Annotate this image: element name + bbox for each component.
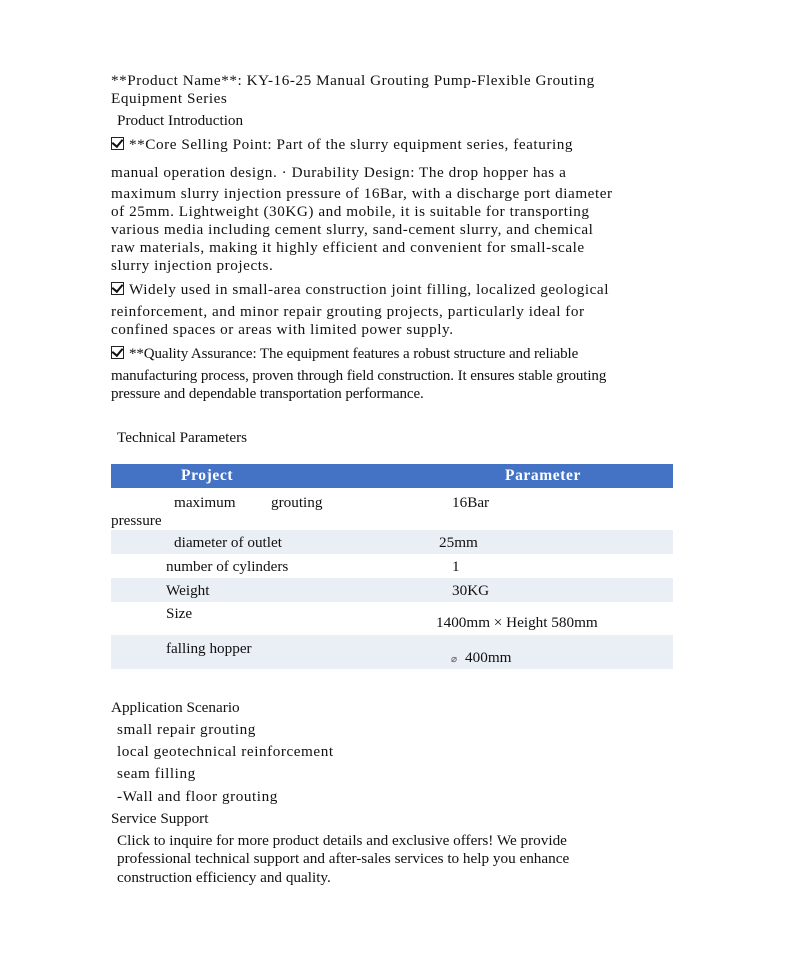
cell-value: ⌀ 400mm <box>451 649 512 666</box>
technical-parameters-heading: Technical Parameters <box>117 429 248 446</box>
intro-point-1-line-7: slurry injection projects. <box>111 257 274 274</box>
service-support-heading: Service Support <box>111 810 209 827</box>
intro-point-3-line-2: manufacturing process, proven through field construction. It ensures stable grouting <box>111 368 607 384</box>
cell-value: 25mm <box>439 534 478 551</box>
column-header-parameter: Parameter <box>505 467 581 484</box>
intro-point-1-line-2: manual operation design. · Durability Design: The drop hopper has a <box>111 164 567 181</box>
column-header-project: Project <box>181 467 234 484</box>
cell-project: number of cylinders <box>166 558 289 575</box>
table-row <box>111 530 673 554</box>
table-row <box>111 578 673 602</box>
checkbox-checked-icon <box>111 137 124 150</box>
application-item: local geotechnical reinforcement <box>117 743 334 760</box>
intro-point-1-line-4: of 25mm. Lightweight (30KG) and mobile, it is suitable for transporting <box>111 203 590 220</box>
application-item: seam filling <box>117 765 196 782</box>
cell-project: Weight <box>166 582 210 599</box>
application-item: -Wall and floor grouting <box>117 788 278 805</box>
application-item: small repair grouting <box>117 721 256 738</box>
cell-project: falling hopper <box>166 640 252 657</box>
intro-point-1-line-1: **Core Selling Point: Part of the slurry equipment series, featuring <box>111 136 573 154</box>
table-row <box>111 635 673 669</box>
technical-parameters-table <box>111 464 673 669</box>
cell-project: diameter of outlet <box>174 534 282 551</box>
intro-point-2-line-2: reinforcement, and minor repair grouting projects, particularly ideal for <box>111 303 585 320</box>
checkbox-checked-icon <box>111 282 124 295</box>
intro-point-1-line-5: various media including cement slurry, sand-cement slurry, and chemical <box>111 221 594 238</box>
intro-point-2-line-1: Widely used in small-area construction joint filling, localized geological <box>111 281 609 299</box>
intro-heading: Product Introduction <box>117 112 244 129</box>
application-scenario-heading: Application Scenario <box>111 699 240 716</box>
service-support-line-3: construction efficiency and quality. <box>117 869 331 886</box>
cell-value: 30KG <box>452 582 490 599</box>
cell-value: 1 <box>452 558 460 575</box>
product-title-line-2: Equipment Series <box>111 90 228 107</box>
intro-point-2-line-3: confined spaces or areas with limited power supply. <box>111 321 454 338</box>
intro-point-1-line-3: maximum slurry injection pressure of 16Bar, with a discharge port diameter <box>111 185 613 202</box>
service-support-line-1: Click to inquire for more product details and exclusive offers! We provide <box>117 832 567 849</box>
product-title-line-1: **Product Name**: KY-16-25 Manual Grouting Pump-Flexible Grouting <box>111 72 595 89</box>
table-row <box>111 554 673 578</box>
table-row <box>111 602 673 635</box>
intro-point-3-line-1: **Quality Assurance: The equipment features a robust structure and reliable <box>111 345 578 363</box>
table-row: maximum grouting pressure 16Bar <box>111 494 490 529</box>
cell-value: 16Bar <box>452 494 490 511</box>
cell-project: Size <box>166 605 193 622</box>
intro-point-1-line-6: raw materials, making it highly efficient and convenient for small-scale <box>111 239 585 256</box>
service-support-line-2: professional technical support and after-sales services to help you enhance <box>117 850 570 867</box>
table-header <box>111 464 673 488</box>
intro-point-3-line-3: pressure and dependable transportation performance. <box>111 386 424 402</box>
diameter-icon: ⌀ <box>451 654 458 665</box>
checkbox-checked-icon <box>111 346 124 359</box>
cell-value: 1400mm × Height 580mm <box>436 614 598 631</box>
